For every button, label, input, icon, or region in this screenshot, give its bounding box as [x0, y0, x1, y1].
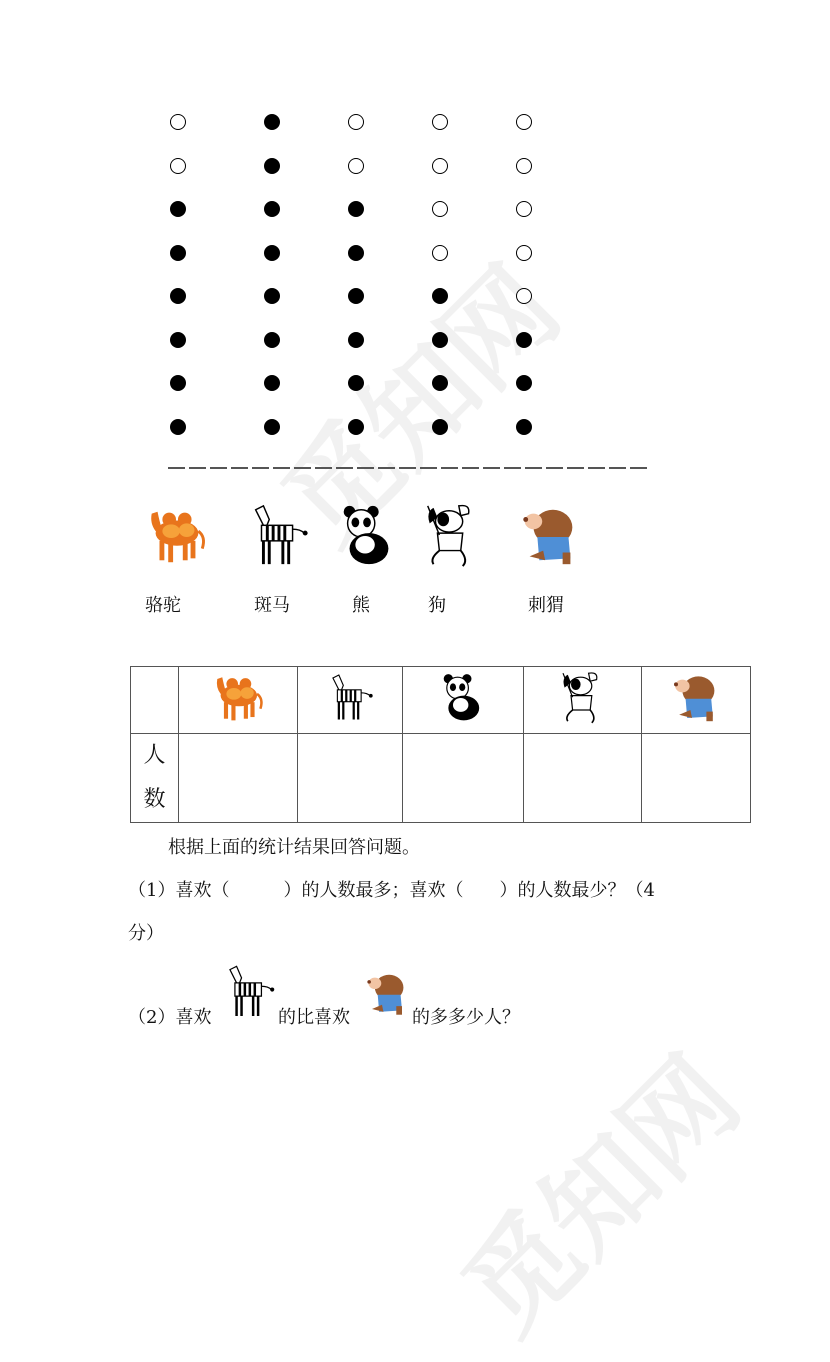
watermark: 觅知网	[439, 1033, 764, 1358]
row-label-cell	[131, 734, 179, 823]
empty-circle-icon	[516, 201, 532, 217]
filled-circle-icon	[432, 332, 448, 348]
instruction-text: 根据上面的统计结果回答问题。	[168, 837, 420, 858]
table-header-camel	[179, 667, 298, 734]
table-header-hedgehog	[642, 667, 751, 734]
count-cell-zebra[interactable]	[298, 734, 403, 823]
table-header-zebra	[298, 667, 403, 734]
hedgehog-icon	[668, 669, 724, 727]
animal-label: 刺猬	[528, 595, 564, 616]
filled-circle-icon	[432, 375, 448, 391]
empty-circle-icon	[516, 288, 532, 304]
filled-circle-icon	[170, 245, 186, 261]
empty-circle-icon	[516, 245, 532, 261]
table-count-row	[131, 734, 751, 823]
zebra-icon	[244, 502, 312, 570]
filled-circle-icon	[264, 201, 280, 217]
filled-circle-icon	[264, 158, 280, 174]
empty-circle-icon	[348, 158, 364, 174]
table-corner-cell	[131, 667, 179, 734]
empty-circle-icon	[432, 114, 448, 130]
filled-circle-icon	[348, 245, 364, 261]
filled-circle-icon	[264, 288, 280, 304]
camel-icon	[209, 669, 267, 727]
watermark: 觅知网	[259, 243, 584, 568]
question-1-line-2: 分）	[128, 923, 164, 944]
filled-circle-icon	[264, 245, 280, 261]
filled-circle-icon	[264, 375, 280, 391]
filled-circle-icon	[264, 419, 280, 435]
panda-icon	[436, 670, 490, 726]
empty-circle-icon	[516, 114, 532, 130]
filled-circle-icon	[348, 332, 364, 348]
filled-circle-icon	[348, 419, 364, 435]
dog-icon	[418, 502, 486, 570]
filled-circle-icon	[264, 332, 280, 348]
filled-circle-icon	[516, 419, 532, 435]
filled-circle-icon	[432, 288, 448, 304]
animal-label: 斑马	[254, 595, 290, 616]
question-2-part-2: 的比喜欢	[278, 1007, 350, 1028]
hedgehog-icon	[516, 502, 584, 570]
dog-icon	[555, 667, 611, 729]
filled-circle-icon	[516, 332, 532, 348]
filled-circle-icon	[348, 375, 364, 391]
filled-circle-icon	[170, 419, 186, 435]
hedgehog-icon	[362, 966, 412, 1022]
filled-circle-icon	[348, 201, 364, 217]
table-header-panda	[403, 667, 524, 734]
question-2-part-1: （2）喜欢	[128, 1007, 212, 1028]
row-label-char-1: 人	[143, 743, 166, 768]
table-header-row	[131, 667, 751, 734]
question-1-line-1: （1）喜欢（ ）的人数最多；喜欢（ ）的人数最少？（4	[128, 880, 655, 901]
animal-label: 熊	[352, 595, 370, 616]
panda-icon	[334, 502, 402, 570]
filled-circle-icon	[432, 419, 448, 435]
question-2-part-3: 的多多少人？	[412, 1007, 520, 1028]
empty-circle-icon	[516, 158, 532, 174]
filled-circle-icon	[348, 288, 364, 304]
filled-circle-icon	[170, 288, 186, 304]
filled-circle-icon	[170, 201, 186, 217]
table-header-dog	[524, 667, 642, 734]
zebra-icon	[220, 960, 278, 1024]
zebra-icon	[324, 670, 376, 726]
animal-label: 骆驼	[145, 595, 181, 616]
empty-circle-icon	[170, 114, 186, 130]
filled-circle-icon	[264, 114, 280, 130]
filled-circle-icon	[170, 375, 186, 391]
count-cell-dog[interactable]	[524, 734, 642, 823]
count-cell-hedgehog[interactable]	[642, 734, 751, 823]
empty-circle-icon	[432, 201, 448, 217]
filled-circle-icon	[170, 332, 186, 348]
empty-circle-icon	[170, 158, 186, 174]
statistics-table	[130, 666, 751, 823]
row-label-char-2: 数	[143, 787, 166, 812]
empty-circle-icon	[348, 114, 364, 130]
animal-label: 狗	[428, 595, 446, 616]
count-cell-camel[interactable]	[179, 734, 298, 823]
empty-circle-icon	[432, 245, 448, 261]
camel-icon	[142, 502, 210, 570]
filled-circle-icon	[516, 375, 532, 391]
count-cell-panda[interactable]	[403, 734, 524, 823]
empty-circle-icon	[432, 158, 448, 174]
baseline-divider	[168, 467, 648, 469]
